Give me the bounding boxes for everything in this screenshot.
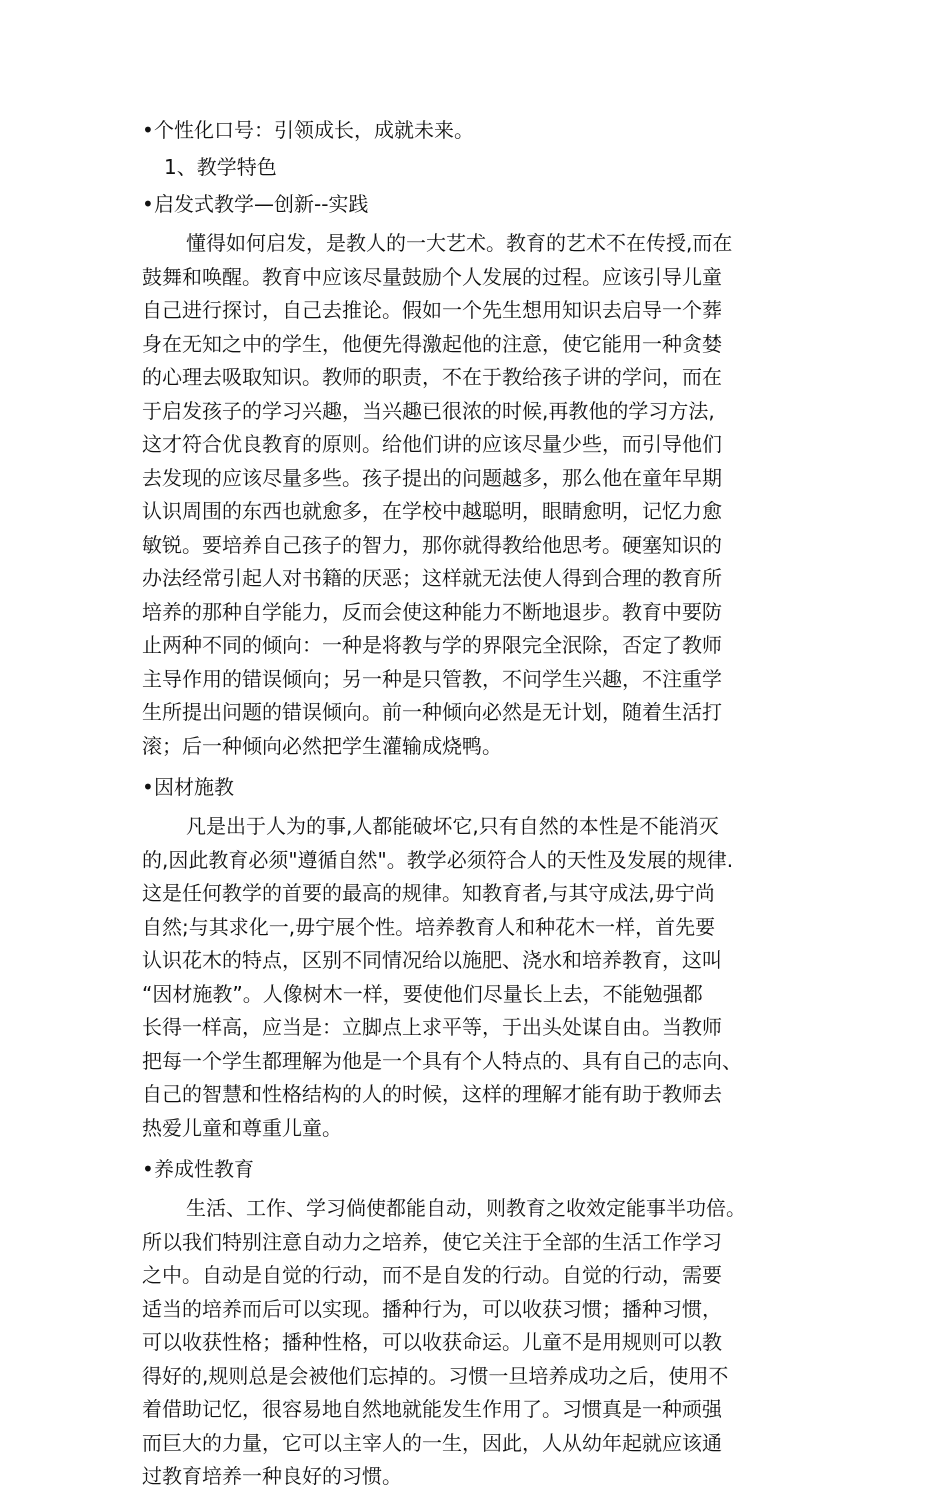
section-title-text: 因材施教 <box>154 775 234 799</box>
paragraph-line: 敏锐。要培养自己孩子的智力，那你就得教给他思考。硬塞知识的 <box>142 532 722 557</box>
bullet-icon: • <box>142 775 154 799</box>
paragraph-line: 这才符合优良教育的原则。给他们讲的应该尽量少些，而引导他们 <box>142 432 722 456</box>
paragraph-line: 培养的那种自学能力，反而会使这种能力不断地退步。教育中要防 <box>142 599 722 624</box>
paragraph-line: 生所提出问题的错误倾向。前一种倾向必然是无计划，随着生活打 <box>142 700 722 724</box>
paragraph-line: 凡是出于人为的事,人都能破坏它,只有自然的本性是不能消灭 <box>186 814 719 838</box>
document-page <box>142 112 812 1500</box>
paragraph-line: 主导作用的错误倾向；另一种是只管教，不问学生兴趣，不注重学 <box>142 666 722 691</box>
paragraph-line: 鼓舞和唤醒。教育中应该尽量鼓励个人发展的过程。应该引导儿童 <box>142 264 722 289</box>
paragraph <box>142 810 812 1145</box>
paragraph-line: 得好的,规则总是会被他们忘掉的。习惯一旦培养成功之后，使用不 <box>142 1363 729 1388</box>
paragraph-line: 的心理去吸取知识。教师的职责，不在于教给孩子讲的学问，而在 <box>142 365 722 389</box>
paragraph-line: 热爱儿童和尊重儿童。 <box>142 1115 342 1140</box>
paragraph-line: 去发现的应该尽量多些。孩子提出的问题越多，那么他在童年早期 <box>142 465 722 490</box>
section-title-text: 启发式教学—创新--实践 <box>154 192 369 216</box>
paragraph-line: 过教育培养一种良好的习惯。 <box>142 1464 402 1488</box>
paragraph-line: 生活、工作、学习倘使都能自动，则教育之收效定能事半功倍。 <box>186 1196 746 1220</box>
section-title <box>142 186 812 223</box>
paragraph-line: 办法经常引起人对书籍的厌恶；这样就无法使人得到合理的教育所 <box>142 566 722 590</box>
bullet-icon: • <box>142 192 154 216</box>
paragraph-line: 长得一样高，应当是：立脚点上求平等，于出头处谋自由。当教师 <box>142 1015 722 1039</box>
paragraph-line: 着借助记忆，很容易地自然地就能发生作用了。习惯真是一种顽强 <box>142 1397 722 1421</box>
section-title <box>142 769 812 806</box>
paragraph <box>142 1192 812 1494</box>
paragraph <box>142 227 812 763</box>
paragraph-line: 止两种不同的倾向：一种是将教与学的界限完全泯除，否定了教师 <box>142 633 722 657</box>
paragraph-line: 于启发孩子的学习兴趣，当兴趣已很浓的时候,再教他的学习方法, <box>142 398 715 423</box>
paragraph-line: 自己的智慧和性格结构的人的时候，这样的理解才能有助于教师去 <box>142 1082 722 1106</box>
paragraph-line: 之中。自动是自觉的行动，而不是自发的行动。自觉的行动，需要 <box>142 1263 722 1287</box>
section-title <box>142 1151 812 1188</box>
paragraph-line: 认识周围的东西也就愈多，在学校中越聪明，眼睛愈明，记忆力愈 <box>142 499 722 523</box>
paragraph-line: 自然;与其求化一,毋宁展个性。培养教育人和种花木一样，首先要 <box>142 914 716 939</box>
bullet-icon: • <box>142 118 154 142</box>
section-heading: 1、教学特色 <box>164 155 277 179</box>
paragraph-line: 的,因此教育必须"遵循自然"。教学必须符合人的天性及发展的规律. <box>142 847 734 872</box>
paragraph-line: 自己进行探讨，自己去推论。假如一个先生想用知识去启导一个葬 <box>142 298 722 322</box>
paragraph-line: 身在无知之中的学生，他便先得激起他的注意，使它能用一种贪婪 <box>142 331 722 356</box>
paragraph-line: “因材施教”。人像树木一样，要使他们尽量长上去，不能勉强都 <box>142 981 703 1006</box>
paragraph-line: 所以我们特别注意自动力之培养，使它关注于全部的生活工作学习 <box>142 1229 722 1254</box>
slogan-text: 个性化口号：引领成长，成就未来。 <box>154 118 474 142</box>
paragraph-line: 认识花木的特点，区别不同情况给以施肥、浇水和培养教育，这叫 <box>142 948 722 972</box>
paragraph-line: 懂得如何启发，是教人的一大艺术。教育的艺术不在传授,而在 <box>186 231 733 255</box>
paragraph-line: 适当的培养而后可以实现。播种行为，可以收获习惯；播种习惯， <box>142 1296 722 1321</box>
paragraph-line: 滚；后一种倾向必然把学生灌输成烧鸭。 <box>142 733 502 758</box>
slogan-line <box>142 112 812 149</box>
paragraph-line: 而巨大的力量，它可以主宰人的一生，因此，人从幼年起就应该通 <box>142 1430 722 1455</box>
bullet-icon: • <box>142 1157 154 1181</box>
paragraph-line: 可以收获性格；播种性格，可以收获命运。儿童不是用规则可以教 <box>142 1330 722 1354</box>
section-title-text: 养成性教育 <box>154 1157 254 1181</box>
paragraph-line: 这是任何教学的首要的最高的规律。知教育者,与其守成法,毋宁尚 <box>142 881 715 905</box>
paragraph-line: 把每一个学生都理解为他是一个具有个人特点的、具有自己的志向、 <box>142 1048 742 1073</box>
